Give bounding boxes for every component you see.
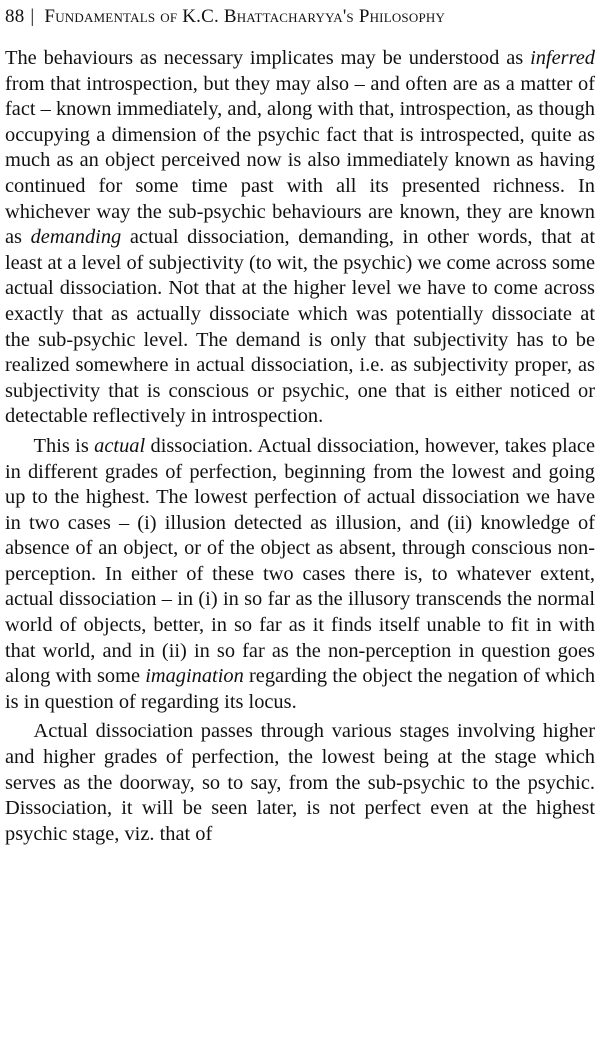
running-title: Fundamentals of K.C. Bhattacharyya's Philosophy <box>44 6 446 27</box>
text-segment: This is <box>33 434 95 457</box>
text-segment: actual dissociation, demanding, in other words, that at least at a level of subjectivity (to wit, the psychic) we come across some actual dissociation. Not that at the higher level we have to come across exactly that as actually dissociate which was potentially dissociate at the sub-psychic level. The demand is only that subjectivity has to be realized somewhere in actual dissociation, i.e. as subjectivity proper, as subjectivity that is conscious or psychic, one that is either noticed or detectable reflectively in introspection. <box>5 226 595 428</box>
body-text <box>5 46 595 847</box>
running-header <box>5 6 595 36</box>
italic-segment: imagination <box>145 665 244 688</box>
text-segment: dissociation. Actual dissociation, however, takes place in different grades of perfection, beginning from the lowest and going up to the highest. The lowest perfection of actual dissociation we have in two cases – (i) illusion detected as illusion, and (ii) knowledge of absence of an object, or of the object as absent, through conscious non-perception. In either of these two cases there is, to whatever extent, actual dissociation – in (i) in so far as the illusory transcends the normal world of objects, better, in so far as it finds itself unable to fit in with that world, and in (ii) in so far as the non-perception in question goes along with some <box>5 434 596 688</box>
text-segment: The behaviours as necessary implicates may be understood as <box>5 47 531 69</box>
italic-segment: actual <box>94 434 146 457</box>
paragraph-1 <box>5 46 595 430</box>
page-number: 88 <box>5 6 25 27</box>
paragraph-3 <box>5 719 595 847</box>
italic-segment: demanding <box>30 226 122 249</box>
text-segment: Actual dissociation passes through various stages involving higher and higher grades of perfection, the lowest being at the stage which serves as the doorway, so to say, from the sub-psychic to the psychic. Dissociation, it will be seen later, is not perfect even at the highest psychic stage, viz. that of <box>5 720 595 845</box>
italic-segment: inferred <box>530 47 595 69</box>
text-segment: regarding the object the negation of which is in question of regarding its locus. <box>5 665 596 713</box>
paragraph-2 <box>5 434 595 716</box>
text-segment: from that introspection, but they may also – and often are as a matter of fact – known immediately, and, along with that, introspection, as though occupying a dimension of the psychic fact that is introspected, quite as much as an object perceived now is also immediately known as having continued for some time past with all its presented richness. In whichever way the sub-psychic behaviours are known, they are known as <box>5 72 595 249</box>
header-separator: | <box>30 6 35 27</box>
